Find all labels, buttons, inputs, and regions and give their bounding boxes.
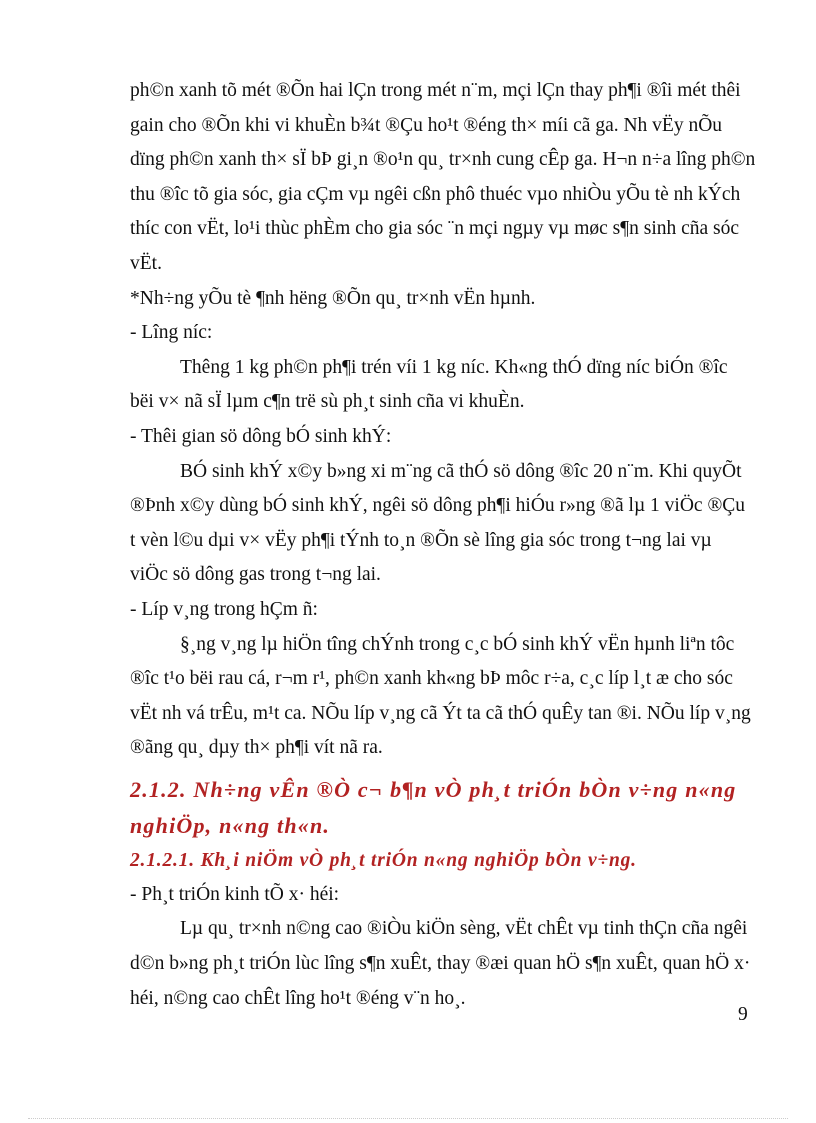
text-line: d©n b»ng ph¸t triÓn lùc lîng s¶n xuÊt, thay ®æi quan hÖ s¶n xuÊt, quan hÖ x· — [130, 953, 751, 975]
text-line: vËt nh vá trÊu, m¹t ca. NÕu líp v¸ng cã Ýt ta cã thÓ quÊy tan ®i. NÕu líp v¸ng — [130, 702, 751, 724]
text-line: gain cho ®Õn khi vi khuÈn b¾t ®Çu ho¹t ®éng th× míi cã ga. Nh vËy nÕu — [130, 114, 723, 136]
text-line: ph©n xanh tõ mét ®Õn hai lÇn trong mét n¨m, mçi lÇn thay ph¶i ®îi mét thêi — [130, 80, 741, 101]
text-line: BÓ sinh khÝ x©y b»ng xi m¨ng cã thÓ sö dông ®îc 20 n¨m. Khi quyÕt — [180, 460, 742, 482]
text-line: ®Þnh x©y dùng bÓ sinh khÝ, ngêi sö dông ph¶i hiÓu r»ng ®ã lµ 1 viÖc ®Çu — [130, 495, 746, 517]
body-text — [130, 74, 756, 1016]
list-item-socioeconomic: - Ph¸t triÓn kinh tÕ x· héi: — [130, 883, 340, 905]
text-line: §¸ng v¸ng lµ hiÖn tîng chÝnh trong c¸c bÓ sinh khÝ vËn hµnh liªn tôc — [180, 633, 735, 655]
page-bottom-divider — [28, 1118, 788, 1119]
text-line: bëi v× nã sÏ lµm c¶n trë sù ph¸t sinh cña vi khuÈn. — [130, 391, 525, 413]
subsection-heading: 2.1.2.1. Kh¸i niÖm vÒ ph¸t triÓn n«ng nghiÖp bÒn v÷ng. — [130, 849, 637, 871]
text-line: viÖc sö dông gas trong t¬ng lai. — [130, 564, 381, 586]
text-line: thu ®îc tõ gia sóc, gia cÇm vµ ngêi cßn phô thuéc vµo nhiÒu yÕu tè nh kÝch — [130, 183, 741, 205]
list-item-water: - Lîng níc: — [130, 322, 213, 344]
section-heading-line: nghiÖp, n«ng th«n. — [130, 812, 331, 838]
text-line: ®ãng qu¸ dµy th× ph¶i vít nã ra. — [130, 737, 383, 759]
text-line: thíc con vËt, lo¹i thùc phÈm cho gia sóc ¨n mçi ngµy vµ møc s¶n sinh cña sóc — [130, 218, 740, 240]
list-item-scum-layer: - Líp v¸ng trong hÇm ñ: — [130, 598, 318, 620]
text-line: Lµ qu¸ tr×nh n©ng cao ®iÒu kiÖn sèng, vËt chÊt vµ tinh thÇn cña ngêi — [180, 918, 748, 940]
text-line: vËt. — [130, 252, 162, 274]
text-line: dïng ph©n xanh th× sÏ bÞ gi¸n ®o¹n qu¸ tr×nh cung cÊp ga. H¬n n÷a lîng ph©n — [130, 149, 756, 171]
page-number: 9 — [738, 1004, 748, 1025]
section-heading — [130, 772, 742, 844]
list-item-usage-time: - Thêi gian sö dông bÓ sinh khÝ: — [130, 425, 392, 447]
section-heading-line: 2.1.2. Nh÷ng vÊn ®Ò c¬ b¶n vÒ ph¸t triÓn bÒn v÷ng n«ng — [130, 776, 737, 802]
text-line: héi, n©ng cao chÊt lîng ho¹t ®éng v¨n ho¸. — [130, 987, 466, 1009]
text-line: t vèn l©u dµi v× vËy ph¶i tÝnh to¸n ®Õn sè lîng gia sóc trong t¬ng lai vµ — [130, 529, 712, 551]
text-line: ®îc t¹o bëi rau cá, r¬m r¹, ph©n xanh kh«ng bÞ môc r÷a, c¸c líp l¸t æ cho sóc — [130, 668, 733, 690]
subheading-factors: *Nh÷ng yÕu tè ¶nh hëng ®Õn qu¸ tr×nh vËn hµnh. — [130, 287, 536, 309]
text-line: Thêng 1 kg ph©n ph¶i trén víi 1 kg níc. Kh«ng thÓ dïng níc biÓn ®îc — [180, 356, 728, 378]
